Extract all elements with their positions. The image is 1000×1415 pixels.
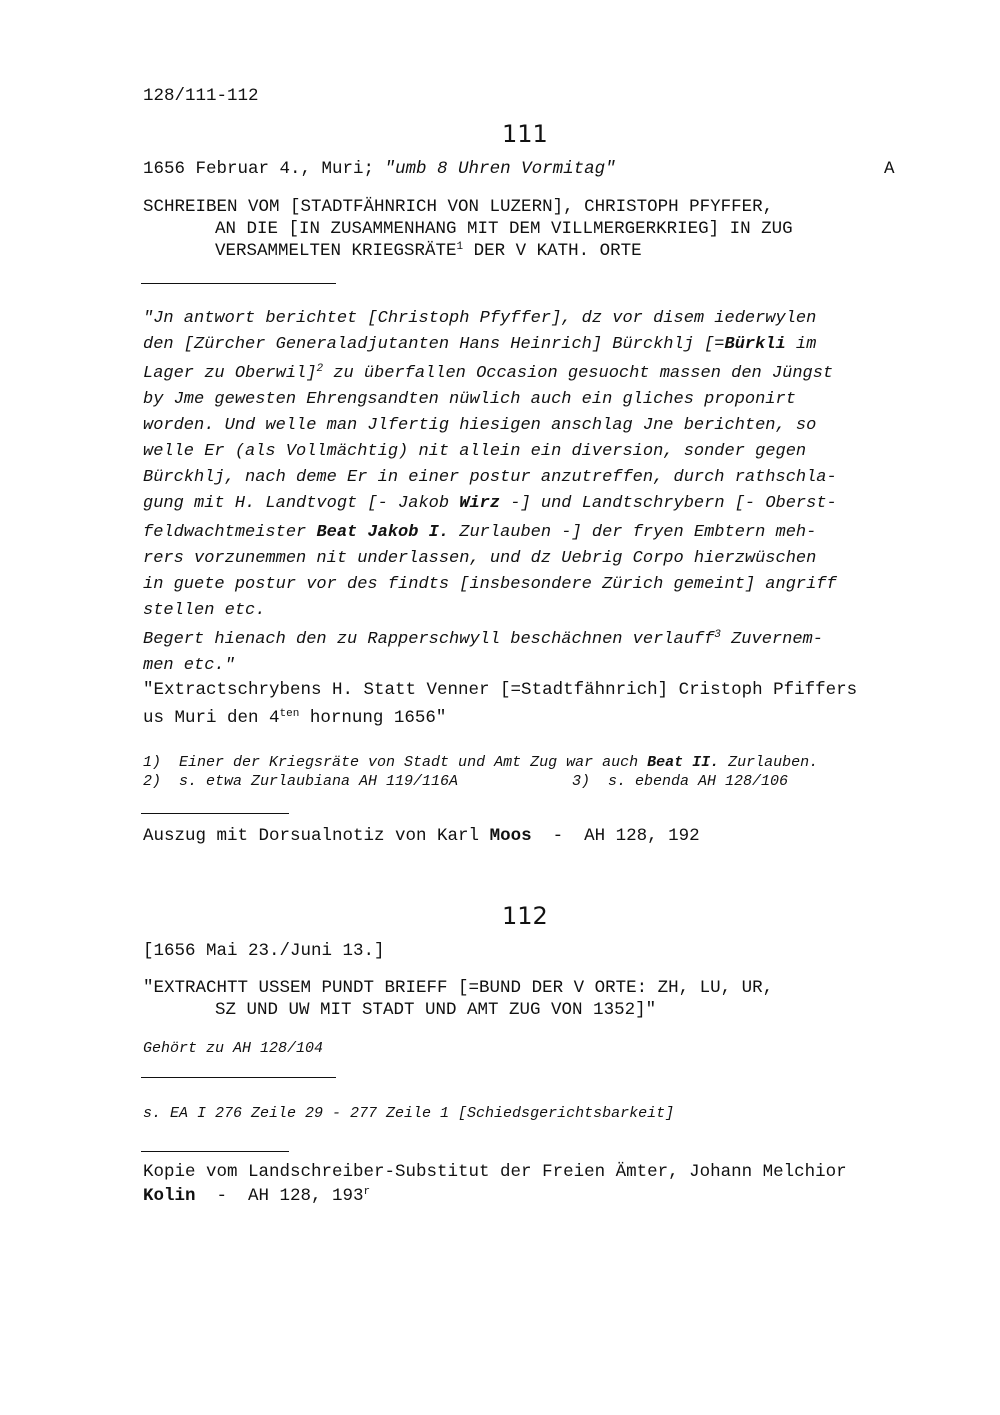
text-line: rers vorzunemmen nit underlassen, und dz Uebrig Corpo hierzwüschen — [143, 549, 817, 568]
doc111-title — [143, 196, 793, 262]
doc111-quoted-text — [143, 306, 913, 679]
text-line: "Jn antwort berichtet [Christoph Pfyffer], dz vor disem iederwylen — [143, 309, 817, 328]
separator-rule — [141, 283, 336, 284]
text-line: stellen etc. — [143, 601, 266, 620]
doc112-title-line2: SZ UND UW MIT STADT UND AMT ZUG VON 1352]" — [215, 1000, 657, 1020]
text-line: feldwachtmeister Beat Jakob I. Zurlauben -] der fryen Embtern meh- — [143, 523, 817, 542]
footnote-ref-3: 3 — [714, 629, 721, 641]
text-line: worden. Und welle man Jlfertig hiesigen anschlag Jne berichten, so — [143, 416, 817, 435]
page-reference: 128/111-112 — [143, 86, 259, 106]
doc111-title-line1: SCHREIBEN VOM [STADTFÄHNRICH VON LUZERN], CHRISTOPH PFYFFER, — [143, 197, 774, 217]
footnote-ref-2: 2 — [316, 363, 324, 375]
doc111-source: Auszug mit Dorsualnotiz von Karl Moos - AH 128, 192 — [143, 826, 700, 846]
text-line: den [Zürcher Generaladjutanten Hans Heinrich] Bürckhlj [=Bürkli im — [143, 335, 817, 354]
text-line: Begert hienach den zu Rapperschwyll beschächnen verlauff$^3$ Zuvernem- — [143, 629, 823, 649]
doc112-date: [1656 Mai 23./Juni 13.] — [143, 941, 385, 961]
footnote-1: 1) Einer der Kriegsräte von Stadt und Amt Zug war auch Beat II. Zurlauben. — [143, 754, 819, 771]
separator-rule — [141, 813, 289, 814]
text-line: in guete postur vor des findts [insbesondere Zürich gemeint] angriff — [143, 575, 837, 594]
doc112-reference: s. EA I 276 Zeile 29 - 277 Zeile 1 [Schiedsgerichtsbarkeit] — [143, 1105, 675, 1122]
footnote-3: 3) s. ebenda AH 128/106 — [572, 773, 789, 790]
separator-rule — [141, 1077, 336, 1078]
text-line: Lager zu Oberwil]$^2$ zu überfallen Occasion gesuocht massen den Jüngst — [143, 363, 834, 383]
doc112-belongs-to: Gehört zu AH 128/104 — [143, 1040, 324, 1057]
doc111-date: 1656 Februar 4., Muri; — [143, 159, 385, 179]
doc111-title-line3: VERSAMMELTEN KRIEGSRÄTE$^1$ DER V KATH. ORTE — [215, 241, 642, 261]
name-beat-jakob: Beat Jakob I. — [316, 523, 450, 542]
text-line: men etc." — [143, 656, 235, 675]
separator-rule — [141, 1151, 289, 1152]
doc111-grade: A — [884, 159, 895, 179]
text-line: gung mit H. Landtvogt [- Jakob Wirz -] und Landtschrybern [- Oberst- — [143, 494, 837, 513]
text-line: welle Er (als Vollmächtig) nit allein ein diversion, sonder gegen — [143, 442, 807, 461]
doc111-date-line — [143, 159, 616, 179]
footnote-ref-1: 1 — [456, 241, 464, 253]
doc112-title-line1: "EXTRACHTT USSEM PUNDT BRIEFF [=BUND DER V ORTE: ZH, LU, UR, — [143, 978, 774, 998]
document-number-111: 111 — [502, 120, 548, 148]
doc111-title-line2: AN DIE [IN ZUSAMMENHANG MIT DEM VILLMERGERKRIEG] IN ZUG — [215, 219, 793, 239]
doc112-source-line1: Kopie vom Landschreiber-Substitut der Freien Ämter, Johann Melchior — [143, 1162, 847, 1182]
text-line: by Jme gewesten Ehrengsandten nüwlich auch ein gliches proponirt — [143, 390, 796, 409]
doc111-extract-line2: us Muri den $4^{ten}$ hornung 1656" — [143, 708, 447, 728]
doc111-extract-line1: "Extractschrybens H. Statt Venner [=Stadtfähnrich] Cristoph Pfiffers — [143, 680, 858, 700]
footnote-2: 2) s. etwa Zurlaubiana AH 119/116A — [143, 773, 459, 790]
text-line: Bürckhlj, nach deme Er in einer postur anzutreffen, durch rathschla- — [143, 468, 837, 487]
document-number-112: 112 — [502, 902, 548, 930]
name-wirz: Wirz — [459, 494, 501, 513]
doc112-title — [143, 977, 773, 1021]
doc111-date-note: "umb 8 Uhren Vormitag" — [384, 159, 616, 179]
name-buerkli: Bürkli — [724, 335, 786, 354]
doc112-source-line2: Kolin - AH 128, 193$^r$ — [143, 1186, 371, 1206]
